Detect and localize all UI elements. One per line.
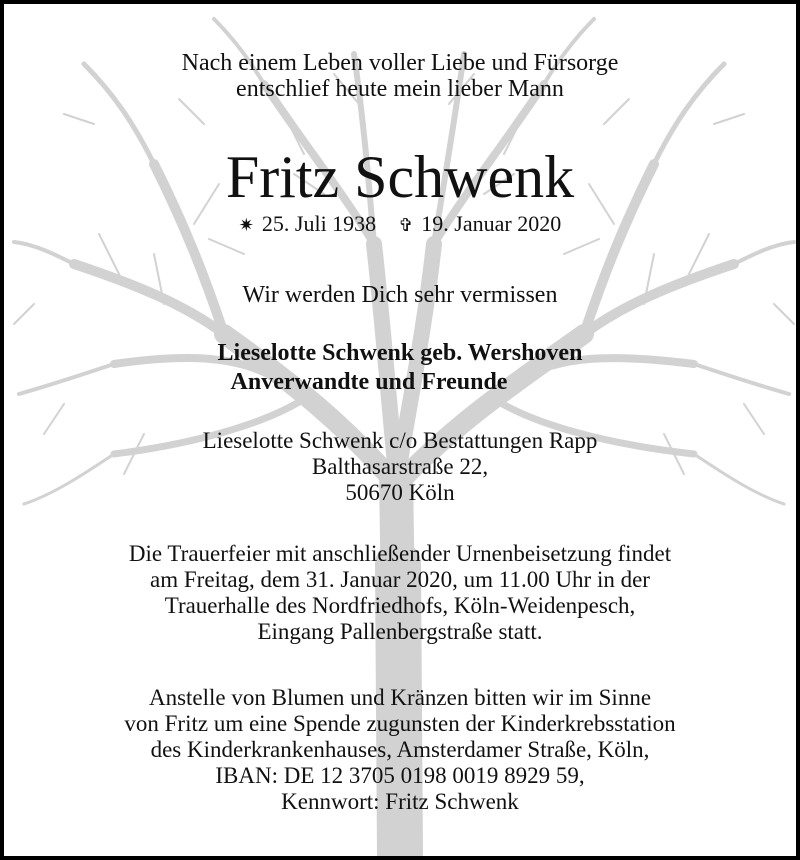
death-cross-icon: ✞: [398, 215, 414, 236]
mourners-block: [4, 339, 796, 397]
mourner-line: Lieselotte Schwenk geb. Wershoven: [217, 340, 583, 366]
address-line: Lieselotte Schwenk c/o Bestattungen Rapp: [202, 428, 598, 453]
donation-block: [4, 685, 796, 815]
intro-line: Nach einem Leben voller Liebe und Fürsorge: [181, 50, 619, 76]
ceremony-block: [4, 541, 796, 645]
ceremony-line: am Freitag, dem 31. Januar 2020, um 11.00 Uhr in der: [150, 567, 650, 592]
ceremony-line: Eingang Pallenbergstraße statt.: [257, 619, 543, 644]
intro-line: entschlief heute mein lieber Mann: [236, 76, 564, 102]
donation-line: IBAN: DE 12 3705 0198 0019 8929 59,: [215, 763, 585, 788]
donation-line: Anstelle von Blumen und Kränzen bitten wir im Sinne: [148, 685, 652, 710]
life-dates: [4, 211, 796, 239]
address-line: 50670 Köln: [345, 480, 455, 505]
intro-text: [4, 50, 796, 102]
birth-date: 25. Juli 1938: [261, 211, 377, 236]
donation-line: von Fritz um eine Spende zugunsten der Kinderkrebsstation: [124, 711, 676, 736]
address-block: [4, 428, 796, 506]
address-line: Balthasarstraße 22,: [311, 454, 489, 479]
birth-star-icon: ✷: [238, 215, 254, 236]
deceased-name: Fritz Schwenk: [225, 144, 575, 210]
mourner-line: Anverwandte und Freunde: [230, 369, 508, 395]
donation-line: des Kinderkrankenhauses, Amsterdamer Straße, Köln,: [150, 737, 650, 762]
death-date: 19. Januar 2020: [421, 211, 562, 236]
farewell-line: Wir werden Dich sehr vermissen: [242, 282, 558, 308]
ceremony-line: Trauerhalle des Nordfriedhofs, Köln-Weidenpesch,: [164, 593, 636, 618]
ceremony-line: Die Trauerfeier mit anschließender Urnenbeisetzung findet: [128, 541, 672, 566]
donation-line: Kennwort: Fritz Schwenk: [281, 789, 519, 814]
